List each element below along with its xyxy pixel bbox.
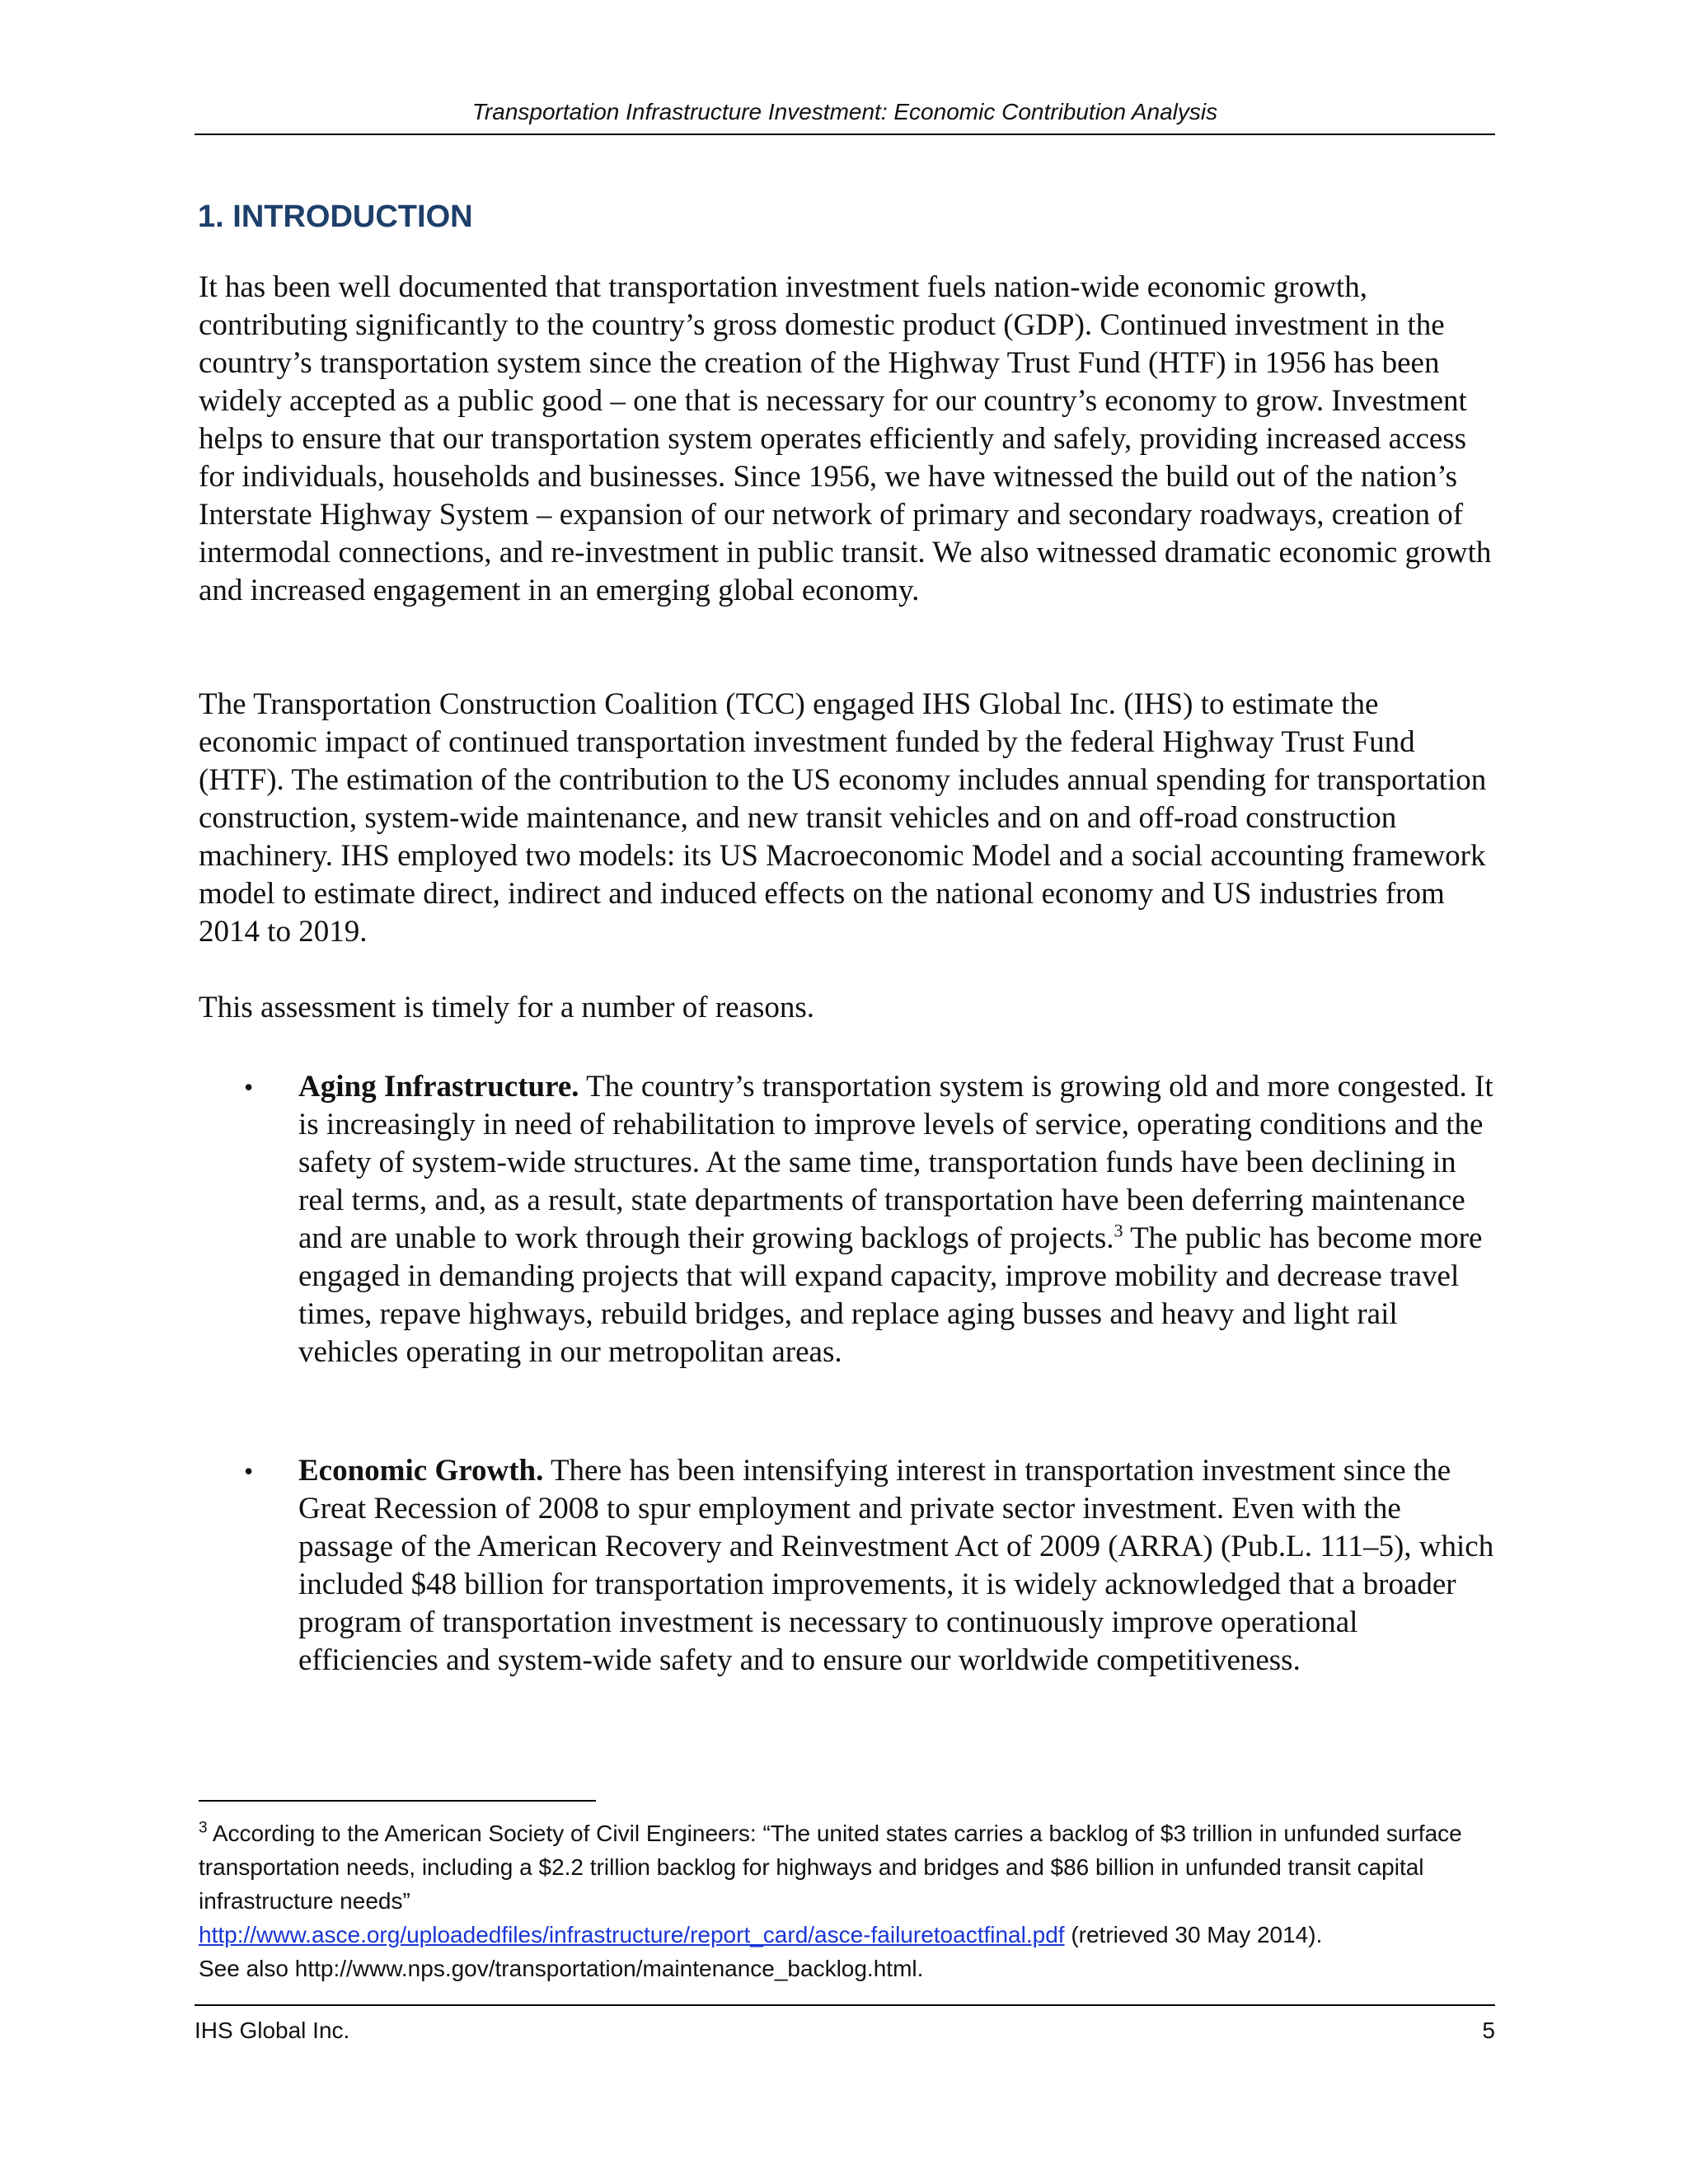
footnote-divider bbox=[199, 1800, 596, 1802]
running-header: Transportation Infrastructure Investment: Economic Contribution Analysis bbox=[195, 97, 1495, 135]
bullet-text: There has been intensifying interest in transportation investment since the Great Recession of 2008 to spur employment and private sector investment. Even with the passage of the American Recovery and Reinvestment Act of 2009 (ARRA) (Pub.L. 111–5), which included $48 billion for transportation improvements, it is widely acknowledged that a broader program of transportation investment is necessary to continuously improve operational efficiencies and system-wide safety and to ensure our worldwide competitiveness. bbox=[298, 1454, 1494, 1677]
footnote-retrieved: (retrieved 30 May 2014). bbox=[1071, 1922, 1323, 1947]
bullet-icon: • bbox=[244, 1072, 254, 1102]
section-heading bbox=[198, 196, 473, 237]
footnote-text: According to the American Society of Civil Engineers: “The united states carries a backlog of $3 trillion in unfunded surface transportation needs, including a $2.2 trillion backlog for highways and bridges and $86 billion in unfunded transit capital infrastructure needs” bbox=[199, 1821, 1462, 1914]
bullet-icon: • bbox=[244, 1456, 254, 1486]
intro-paragraph-1: It has been well documented that transportation investment fuels nation-wide economic growth, contributing significantly to the country’s gross domestic product (GDP). Continued investment in the country’s transportation system since the creation of the Highway Trust Fund (HTF) in 1956 has been widely accepted as a public good – one that is necessary for our country’s economy to grow. Investment helps to ensure that our transportation system operates efficiently and safely, providing increased access for individuals, households and businesses. Since 1956, we have witnessed the build out of the nation’s Interstate Highway System – expansion of our network of primary and secondary roadways, creation of intermodal connections, and re-investment in public transit. We also witnessed dramatic economic growth and increased engagement in an emerging global economy. bbox=[199, 270, 1492, 607]
footnote bbox=[199, 1816, 1497, 1985]
intro-paragraph-2: The Transportation Construction Coalition (TCC) engaged IHS Global Inc. (IHS) to estimate the economic impact of continued transportation investment funded by the federal Highway Trust Fund (HTF). The estimation of the contribution to the US economy includes annual spending for transportation construction, system-wide maintenance, and new transit vehicles and on and off-road construction machinery. IHS employed two models: its US Macroeconomic Model and a social accounting framework model to estimate direct, indirect and induced effects on the national economy and US industries from 2014 to 2019. bbox=[199, 687, 1487, 949]
section-title: INTRODUCTION bbox=[232, 199, 473, 234]
intro-paragraph-3: This assessment is timely for a number of reasons. bbox=[199, 991, 815, 1024]
section-number: 1. bbox=[198, 199, 224, 234]
bullet-economic-growth bbox=[244, 1452, 1498, 1680]
footnote-see-also: See also http://www.nps.gov/transportation/maintenance_backlog.html. bbox=[199, 1956, 924, 1981]
page-footer bbox=[195, 2004, 1495, 2046]
footnote-number: 3 bbox=[199, 1819, 208, 1837]
bullet-title: Economic Growth. bbox=[298, 1454, 544, 1488]
bullet-text-continued: The public has become more engaged in demanding projects that will expand capacity, improve mobility and decrease travel times, repave highways, rebuild bridges, and replace aging busses and heavy and light rail vehicles operating in our metropolitan areas. bbox=[298, 1221, 1483, 1369]
bullet-aging-infrastructure bbox=[244, 1068, 1498, 1371]
footer-publisher: IHS Global Inc. bbox=[195, 2018, 350, 2043]
bullet-title: Aging Infrastructure. bbox=[298, 1070, 579, 1104]
page-number: 5 bbox=[1482, 2018, 1495, 2043]
footnote-ref[interactable]: 3 bbox=[1114, 1220, 1123, 1241]
footnote-link[interactable]: http://www.asce.org/uploadedfiles/infrastructure/report_card/asce-failuretoactfinal.pdf bbox=[199, 1922, 1065, 1947]
bullet-text: The country’s transportation system is growing old and more congested. It is increasingly in need of rehabilitation to improve levels of service, operating conditions and the safety of system-wide structures. At the same time, transportation funds have been declining in real terms, and, as a result, state departments of transportation have been deferring maintenance and are unable to work through their growing backlogs of projects. bbox=[298, 1070, 1493, 1255]
